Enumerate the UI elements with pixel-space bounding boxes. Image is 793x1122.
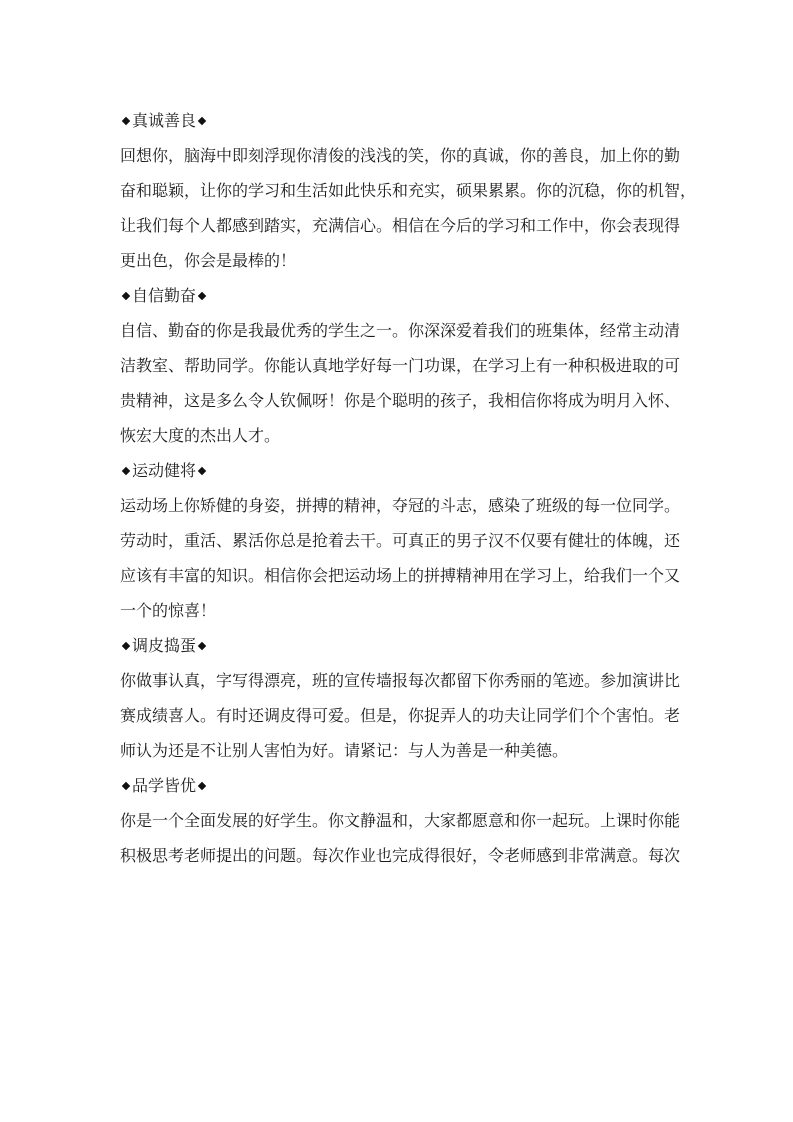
diamond-bullet-icon [198, 641, 206, 649]
section-paragraph [120, 488, 680, 628]
paragraph-line: 贵精神，这是多么令人钦佩呀！你是个聪明的孩子，我相信你将成为明月入怀、 [120, 391, 681, 410]
document-page [120, 103, 697, 873]
paragraph-line: 自信、勤奋的你是我最优秀的学生之一。你深深爱着我们的班集体，经常主动清 [120, 321, 681, 340]
paragraph-line: 应该有丰富的知识。相信你会把运动场上的拼搏精神用在学习上，给我们一个又 [120, 566, 681, 585]
diamond-bullet-icon [122, 641, 130, 649]
paragraph-line: 你做事认真，字写得漂亮，班的宣传墙报每次都留下你秀丽的笔迹。参加演讲比 [120, 671, 681, 690]
section-heading [120, 768, 680, 803]
section-title: 真诚善良 [132, 111, 197, 130]
paragraph-line: 奋和聪颖，让你的学习和生活如此快乐和充实，硕果累累。你的沉稳，你的机智， [120, 181, 697, 200]
diamond-bullet-icon [198, 116, 206, 124]
paragraph-line: 洁教室、帮助同学。你能认真地学好每一门功课，在学习上有一种积极进取的可 [120, 356, 681, 375]
section-paragraph [120, 663, 680, 768]
paragraph-line: 让我们每个人都感到踏实，充满信心。相信在今后的学习和工作中，你会表现得 [120, 216, 681, 235]
diamond-bullet-icon [122, 116, 130, 124]
diamond-bullet-icon [198, 466, 206, 474]
section-title: 调皮捣蛋 [132, 636, 197, 655]
diamond-bullet-icon [122, 291, 130, 299]
paragraph-line: 更出色，你会是最棒的！ [120, 251, 297, 270]
section-title: 运动健将 [132, 461, 197, 480]
section-title: 品学皆优 [132, 776, 197, 795]
paragraph-line: 赛成绩喜人。有时还调皮得可爱。但是，你捉弄人的功夫让同学们个个害怕。老 [120, 706, 681, 725]
diamond-bullet-icon [122, 466, 130, 474]
diamond-bullet-icon [198, 291, 206, 299]
paragraph-line: 回想你，脑海中即刻浮现你清俊的浅浅的笑，你的真诚，你的善良，加上你的勤 [120, 146, 681, 165]
paragraph-line: 一个的惊喜！ [120, 601, 217, 620]
section-title: 自信勤奋 [132, 286, 197, 305]
section-heading [120, 103, 680, 138]
diamond-bullet-icon [122, 781, 130, 789]
paragraph-line: 师认为还是不让别人害怕为好。请紧记：与人为善是一种美德。 [120, 741, 569, 760]
paragraph-line: 劳动时，重活、累活你总是抢着去干。可真正的男子汉不仅要有健壮的体魄，还 [120, 531, 681, 550]
diamond-bullet-icon [198, 781, 206, 789]
paragraph-line: 运动场上你矫健的身姿，拼搏的精神，夺冠的斗志，感染了班级的每一位同学。 [120, 496, 681, 515]
section-paragraph [120, 138, 697, 278]
section-heading [120, 278, 680, 313]
paragraph-line: 恢宏大度的杰出人才。 [120, 426, 281, 445]
section-paragraph [120, 313, 680, 453]
section-heading [120, 628, 680, 663]
section-heading [120, 453, 680, 488]
section-paragraph [120, 803, 680, 873]
paragraph-line: 积极思考老师提出的问题。每次作业也完成得很好，令老师感到非常满意。每次 [120, 846, 681, 865]
paragraph-line: 你是一个全面发展的好学生。你文静温和，大家都愿意和你一起玩。上课时你能 [120, 811, 681, 830]
